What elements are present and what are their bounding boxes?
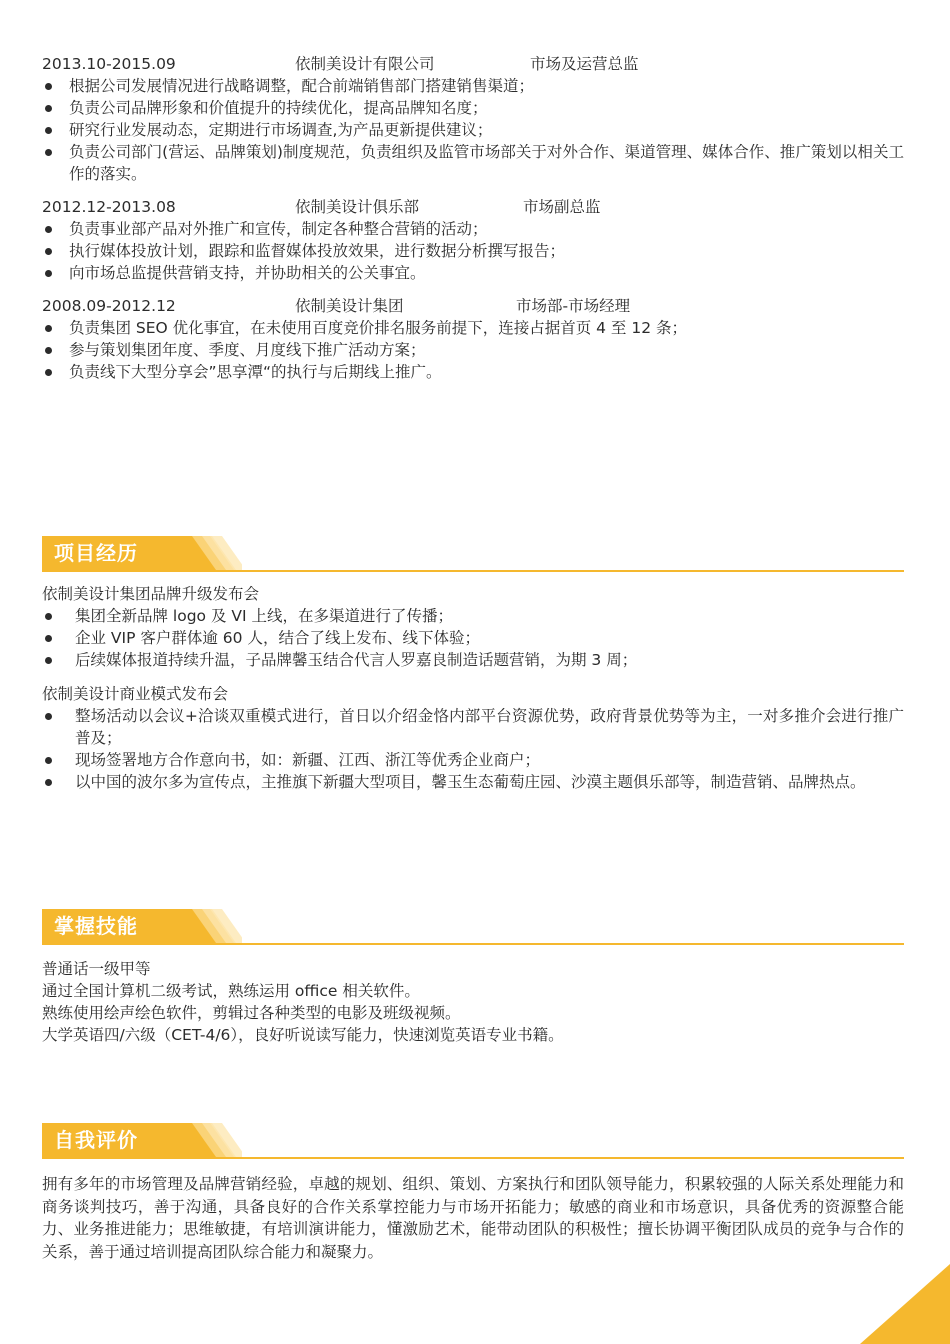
section-divider: [42, 1157, 904, 1159]
job-company: 依制美设计集团: [295, 297, 404, 315]
skill-line: 通过全国计算机二级考试，熟练运用 office 相关软件。: [42, 982, 420, 1000]
self-evaluation-text: 拥有多年的市场管理及品牌营销经验，卓越的规划、组织、策划、方案执行和团队领导能力，积累较强的人际关系处理能力和商务谈判技巧，善于沟通，具备良好的合作关系掌控能力与市场开拓能力；敏感的商业和市场意识，具备优秀的资源整合能力、业务推进能力；思维敏捷，有培训演讲能力，懂激励艺术，能带动团队的积极性；擅长协调平衡团队成员的竞争与合作的关系，善于通过培训提高团队综合能力和凝聚力。: [42, 1175, 904, 1261]
section-header-self-evaluation: [42, 1121, 904, 1161]
section-header-projects: [42, 534, 904, 574]
list-item: 后续媒体报道持续升温，子品牌馨玉结合代言人罗嘉良制造话题营销，为期 3 周；: [42, 649, 904, 671]
skill-line: 普通话一级甲等: [42, 960, 151, 978]
skill-line: 熟练使用绘声绘色软件，剪辑过各种类型的电影及班级视频。: [42, 1004, 461, 1022]
section-divider: [42, 570, 904, 572]
job-duties: [42, 75, 904, 185]
section-title: 自我评价: [54, 1128, 138, 1152]
section-title: 掌握技能: [54, 914, 138, 938]
project-items: [42, 705, 904, 793]
list-item: 向市场总监提供营销支持，并协助相关的公关事宜。: [42, 262, 904, 284]
list-item: 现场签署地方合作意向书，如：新疆、江西、浙江等优秀企业商户；: [42, 749, 904, 771]
section-divider: [42, 943, 904, 945]
job-duties: [42, 218, 904, 284]
list-item: 企业 VIP 客户群体逾 60 人，结合了线上发布、线下体验；: [42, 627, 904, 649]
section-title: 项目经历: [54, 541, 138, 565]
list-item: 根据公司发展情况进行战略调整，配合前端销售部门搭建销售渠道；: [42, 75, 904, 97]
job-company: 依制美设计有限公司: [295, 55, 435, 73]
list-item: 研究行业发展动态，定期进行市场调查,为产品更新提供建议；: [42, 119, 904, 141]
job-period: 2012.12-2013.08: [42, 198, 176, 216]
list-item: 参与策划集团年度、季度、月度线下推广活动方案；: [42, 339, 904, 361]
job-position: 市场副总监: [523, 198, 601, 216]
job-position: 市场及运营总监: [530, 55, 639, 73]
job-company: 依制美设计俱乐部: [295, 198, 420, 216]
job-period: 2013.10-2015.09: [42, 55, 176, 73]
list-item: 负责集团 SEO 优化事宜，在未使用百度竞价排名服务前提下，连接占据首页 4 至 12 条；: [42, 317, 904, 339]
list-item: 负责公司品牌形象和价值提升的持续优化，提高品牌知名度；: [42, 97, 904, 119]
project-name: 依制美设计商业模式发布会: [42, 685, 229, 703]
job-header: [42, 196, 902, 218]
list-item: 负责线下大型分享会”思享潭“的执行与后期线上推广。: [42, 361, 904, 383]
corner-decoration-icon: [860, 1264, 950, 1344]
job-duties: [42, 317, 904, 383]
list-item: 执行媒体投放计划，跟踪和监督媒体投放效果，进行数据分析撰写报告；: [42, 240, 904, 262]
job-header: [42, 295, 902, 317]
job-period: 2008.09-2012.12: [42, 297, 176, 315]
job-position: 市场部-市场经理: [516, 297, 631, 315]
list-item: 整场活动以会议+洽谈双重模式进行，首日以介绍金恪内部平台资源优势，政府背景优势等为主，一对多推介会进行推广普及；: [42, 705, 904, 749]
list-item: 负责公司部门(营运、品牌策划)制度规范，负责组织及监管市场部关于对外合作、渠道管理、媒体合作、推广策划以相关工作的落实。: [42, 141, 904, 185]
project-items: [42, 605, 904, 671]
list-item: 集团全新品牌 logo 及 VI 上线，在多渠道进行了传播；: [42, 605, 904, 627]
skill-line: 大学英语四/六级（CET-4/6），良好听说读写能力，快速浏览英语专业书籍。: [42, 1026, 564, 1044]
project-name: 依制美设计集团品牌升级发布会: [42, 585, 260, 603]
list-item: 负责事业部产品对外推广和宣传，制定各种整合营销的活动；: [42, 218, 904, 240]
job-header: [42, 53, 902, 75]
list-item: 以中国的波尔多为宣传点，主推旗下新疆大型项目，馨玉生态葡萄庄园、沙漠主题俱乐部等，制造营销、品牌热点。: [42, 771, 904, 793]
section-header-skills: [42, 907, 904, 947]
